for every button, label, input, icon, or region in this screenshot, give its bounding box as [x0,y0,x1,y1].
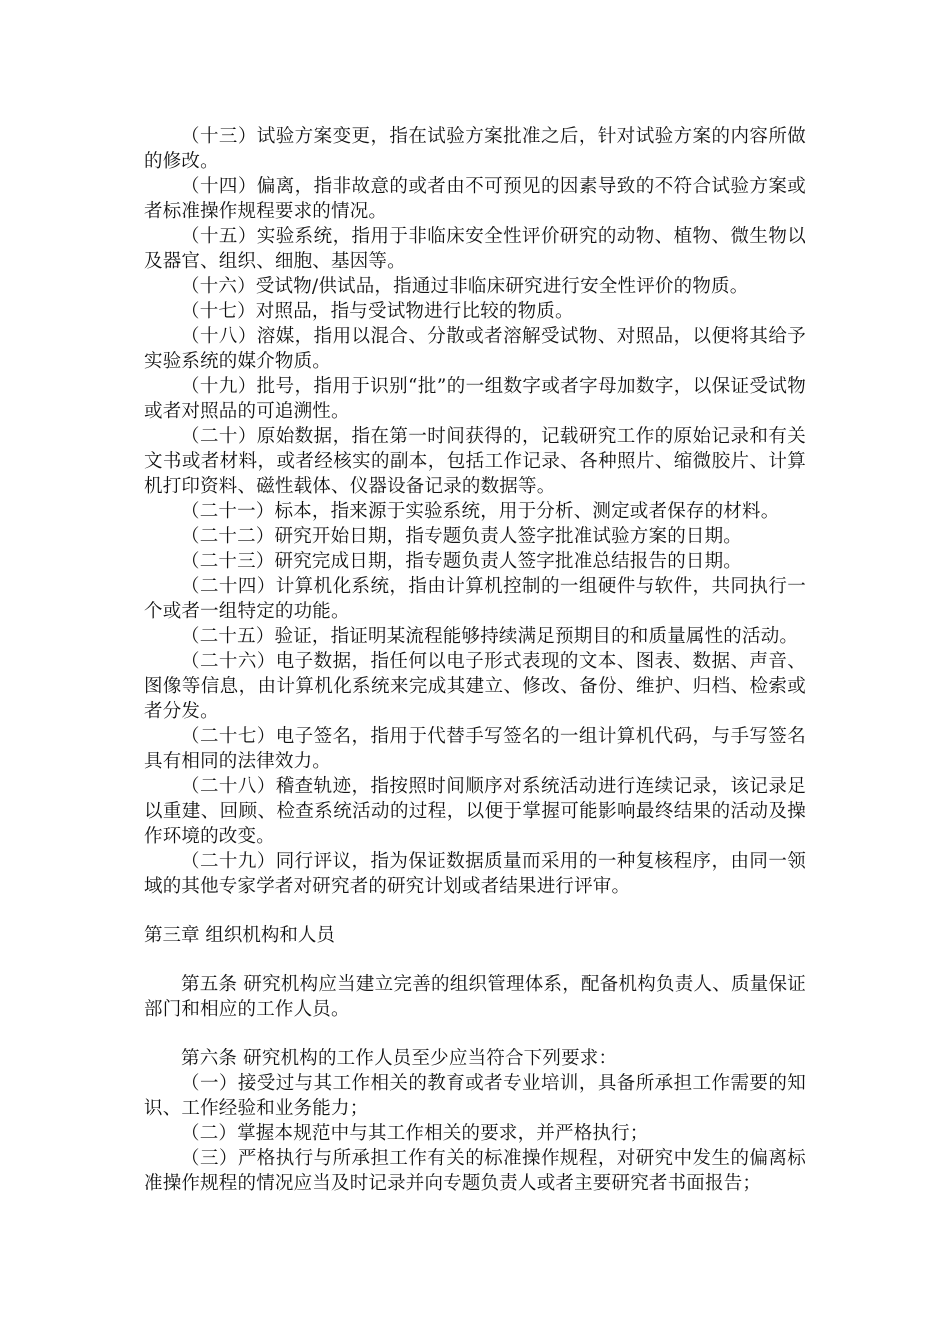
definition-21: （二十一）标本，指来源于实验系统，用于分析、测定或者保存的材料。 [181,501,780,522]
definition-22: （二十二）研究开始日期，指专题负责人签字批准试验方案的日期。 [181,526,743,547]
article-6: 第六条 研究机构的工作人员至少应当符合下列要求： [181,1048,618,1069]
definition-29: （二十九）同行评议，指为保证数据质量而采用的一种复核程序，由同一领域的其他专家学者对研究者的研究计划或者结果进行评审。 [144,851,806,897]
article-6-item-2: （二）掌握本规范中与其工作相关的要求，并严格执行； [181,1123,649,1144]
definition-15: （十五）实验系统，指用于非临床安全性评价研究的动物、植物、微生物以及器官、组织、细胞、基因等。 [144,226,806,272]
definition-18: （十八）溶媒，指用以混合、分散或者溶解受试物、对照品，以便将其给予实验系统的媒介物质。 [144,326,806,372]
document-body [144,124,806,1196]
definition-14: （十四）偏离，指非故意的或者由不可预见的因素导致的不符合试验方案或者标准操作规程要求的情况。 [144,176,806,222]
article-6-item-1: （一）接受过与其工作相关的教育或者专业培训，具备所承担工作需要的知识、工作经验和业务能力； [144,1073,806,1119]
definition-23: （二十三）研究完成日期，指专题负责人签字批准总结报告的日期。 [181,551,743,572]
definition-13: （十三）试验方案变更，指在试验方案批准之后，针对试验方案的内容所做的修改。 [144,126,806,172]
definition-28: （二十八）稽查轨迹，指按照时间顺序对系统活动进行连续记录，该记录足以重建、回顾、检查系统活动的过程，以便于掌握可能影响最终结果的活动及操作环境的改变。 [144,776,806,847]
definition-17: （十七）对照品，指与受试物进行比较的物质。 [181,301,574,322]
definition-25: （二十五）验证，指证明某流程能够持续满足预期目的和质量属性的活动。 [181,626,799,647]
definition-20: （二十）原始数据，指在第一时间获得的，记载研究工作的原始记录和有关文书或者材料，或者经核实的副本，包括工作记录、各种照片、缩微胶片、计算机打印资料、磁性载体、仪器设备记录的数据等。 [144,426,806,497]
definition-16: （十六）受试物/供试品，指通过非临床研究进行安全性评价的物质。 [181,276,749,297]
definition-24: （二十四）计算机化系统，指由计算机控制的一组硬件与软件，共同执行一个或者一组特定的功能。 [144,576,806,622]
article-6-item-3: （三）严格执行与所承担工作有关的标准操作规程，对研究中发生的偏离标准操作规程的情况应当及时记录并向专题负责人或者主要研究者书面报告； [144,1148,806,1194]
definition-19: （十九）批号，指用于识别“批”的一组数字或者字母加数字，以保证受试物或者对照品的可追溯性。 [144,376,806,422]
chapter-title: 第三章 组织机构和人员 [144,925,335,946]
article-5: 第五条 研究机构应当建立完善的组织管理体系，配备机构负责人、质量保证部门和相应的工作人员。 [144,974,806,1020]
definition-27: （二十七）电子签名，指用于代替手写签名的一组计算机代码，与手写签名具有相同的法律效力。 [144,726,806,772]
definition-26: （二十六）电子数据，指任何以电子形式表现的文本、图表、数据、声音、图像等信息，由计算机化系统来完成其建立、修改、备份、维护、归档、检索或者分发。 [144,651,806,722]
